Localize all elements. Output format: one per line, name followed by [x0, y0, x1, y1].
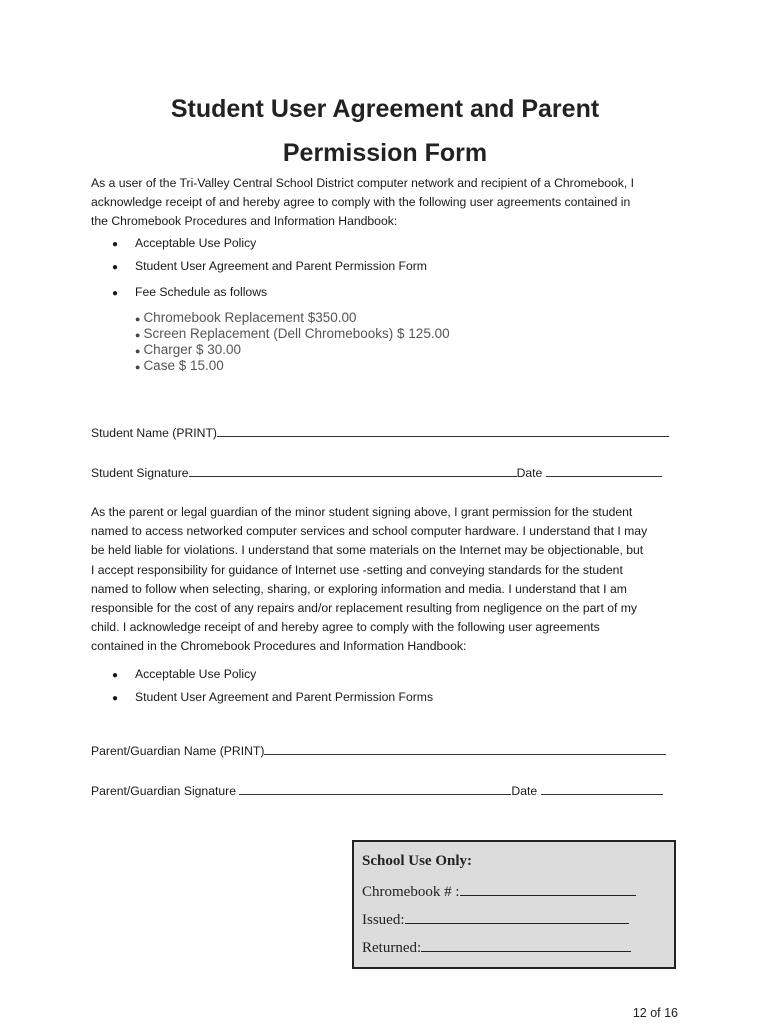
parent-paragraph-line: named to follow when selecting, sharing, or exploring information and media. I understand that I am — [91, 581, 627, 596]
student-signature-field — [91, 464, 662, 481]
chromebook-number-label: Chromebook # : — [362, 884, 460, 900]
parent-paragraph-line: As the parent or legal guardian of the minor student signing above, I grant permission for the student — [91, 505, 633, 519]
bullet-icon: ● — [135, 346, 141, 356]
issued-field — [362, 909, 629, 929]
student-name-field — [91, 424, 669, 441]
bullet-icon: ● — [112, 670, 119, 681]
fee-text: Chromebook Replacement $350.00 — [143, 310, 357, 325]
chromebook-number-input[interactable] — [460, 881, 636, 896]
page-number: 12 of 16 — [632, 1006, 678, 1020]
fee-text: Screen Replacement (Dell Chromebooks) $ 125.00 — [143, 326, 450, 341]
student-signature-label: Student Signature — [91, 466, 189, 480]
bullet-icon: ● — [112, 693, 119, 704]
fee-item — [135, 310, 357, 327]
student-date-label: Date — [516, 466, 543, 480]
parent-paragraph-line: contained in the Chromebook Procedures and Information Handbook: — [91, 639, 467, 654]
student-name-label: Student Name (PRINT) — [91, 426, 217, 440]
parent-name-label: Parent/Guardian Name (PRINT) — [91, 744, 265, 758]
form-title-line-1: Student User Agreement and Parent — [170, 95, 600, 123]
bullet-icon: ● — [135, 330, 141, 340]
bullet-text: Student User Agreement and Parent Permission Forms — [135, 690, 434, 704]
fee-text: Case $ 15.00 — [143, 358, 224, 373]
intro-line: acknowledge receipt of and hereby agree to comply with the following user agreements contained in — [91, 195, 631, 210]
intro-line: the Chromebook Procedures and Information Handbook: — [91, 214, 398, 229]
fee-item — [135, 342, 241, 359]
parent-signature-label: Parent/Guardian Signature — [91, 784, 236, 798]
returned-input[interactable] — [421, 937, 631, 952]
parent-bullet-item — [112, 666, 256, 684]
bullet-icon: ● — [112, 239, 119, 250]
parent-signature-input[interactable] — [239, 782, 511, 795]
parent-paragraph-line: responsible for the cost of any repairs and/or replacement resulting from negligence on the part of my — [91, 601, 638, 616]
bullet-text: Fee Schedule as follows — [135, 285, 268, 299]
intro-line: As a user of the Tri-Valley Central School District computer network and recipient of a Chromebook, I — [91, 176, 635, 190]
parent-paragraph-line: I accept responsibility for guidance of Internet use -setting and conveying standards for the student — [91, 562, 623, 577]
parent-paragraph-line: named to access networked computer services and school computer hardware. I understand that I may — [91, 524, 648, 539]
parent-name-input[interactable] — [264, 742, 666, 755]
fee-text: Charger $ 30.00 — [143, 342, 242, 357]
intro-bullet-item — [112, 235, 256, 253]
bullet-icon: ● — [135, 314, 141, 324]
bullet-text: Acceptable Use Policy — [135, 667, 257, 681]
student-signature-input[interactable] — [189, 464, 517, 477]
student-date-input[interactable] — [546, 464, 662, 477]
intro-bullet-item — [112, 258, 427, 276]
bullet-icon: ● — [112, 288, 119, 299]
issued-input[interactable] — [405, 909, 629, 924]
returned-field — [362, 937, 631, 957]
intro-bullet-item — [112, 284, 267, 302]
returned-label: Returned: — [362, 940, 422, 956]
fee-item — [135, 358, 224, 375]
intro-paragraph — [91, 174, 691, 232]
bullet-icon: ● — [135, 362, 141, 372]
school-use-heading: School Use Only: — [362, 853, 473, 869]
parent-paragraph-line: be held liable for violations. I understand that some materials on the Internet may be objectionable, but — [91, 543, 644, 558]
bullet-text: Acceptable Use Policy — [135, 236, 257, 250]
parent-name-field — [91, 742, 666, 759]
parent-date-input[interactable] — [541, 782, 663, 795]
bullet-icon: ● — [112, 262, 119, 273]
bullet-text: Student User Agreement and Parent Permission Form — [135, 259, 427, 273]
parent-paragraph — [91, 503, 691, 657]
form-title-line-2: Permission Form — [282, 139, 488, 167]
parent-date-label: Date — [511, 784, 538, 798]
parent-signature-field — [91, 782, 663, 799]
parent-paragraph-line: child. I acknowledge receipt of and hereby agree to comply with the following user agreements — [91, 620, 600, 635]
fee-item — [135, 326, 450, 343]
school-use-only-box — [352, 840, 676, 969]
chromebook-number-field — [362, 881, 636, 901]
parent-bullet-item — [112, 689, 433, 707]
issued-label: Issued: — [362, 912, 405, 928]
student-name-input[interactable] — [217, 424, 669, 437]
